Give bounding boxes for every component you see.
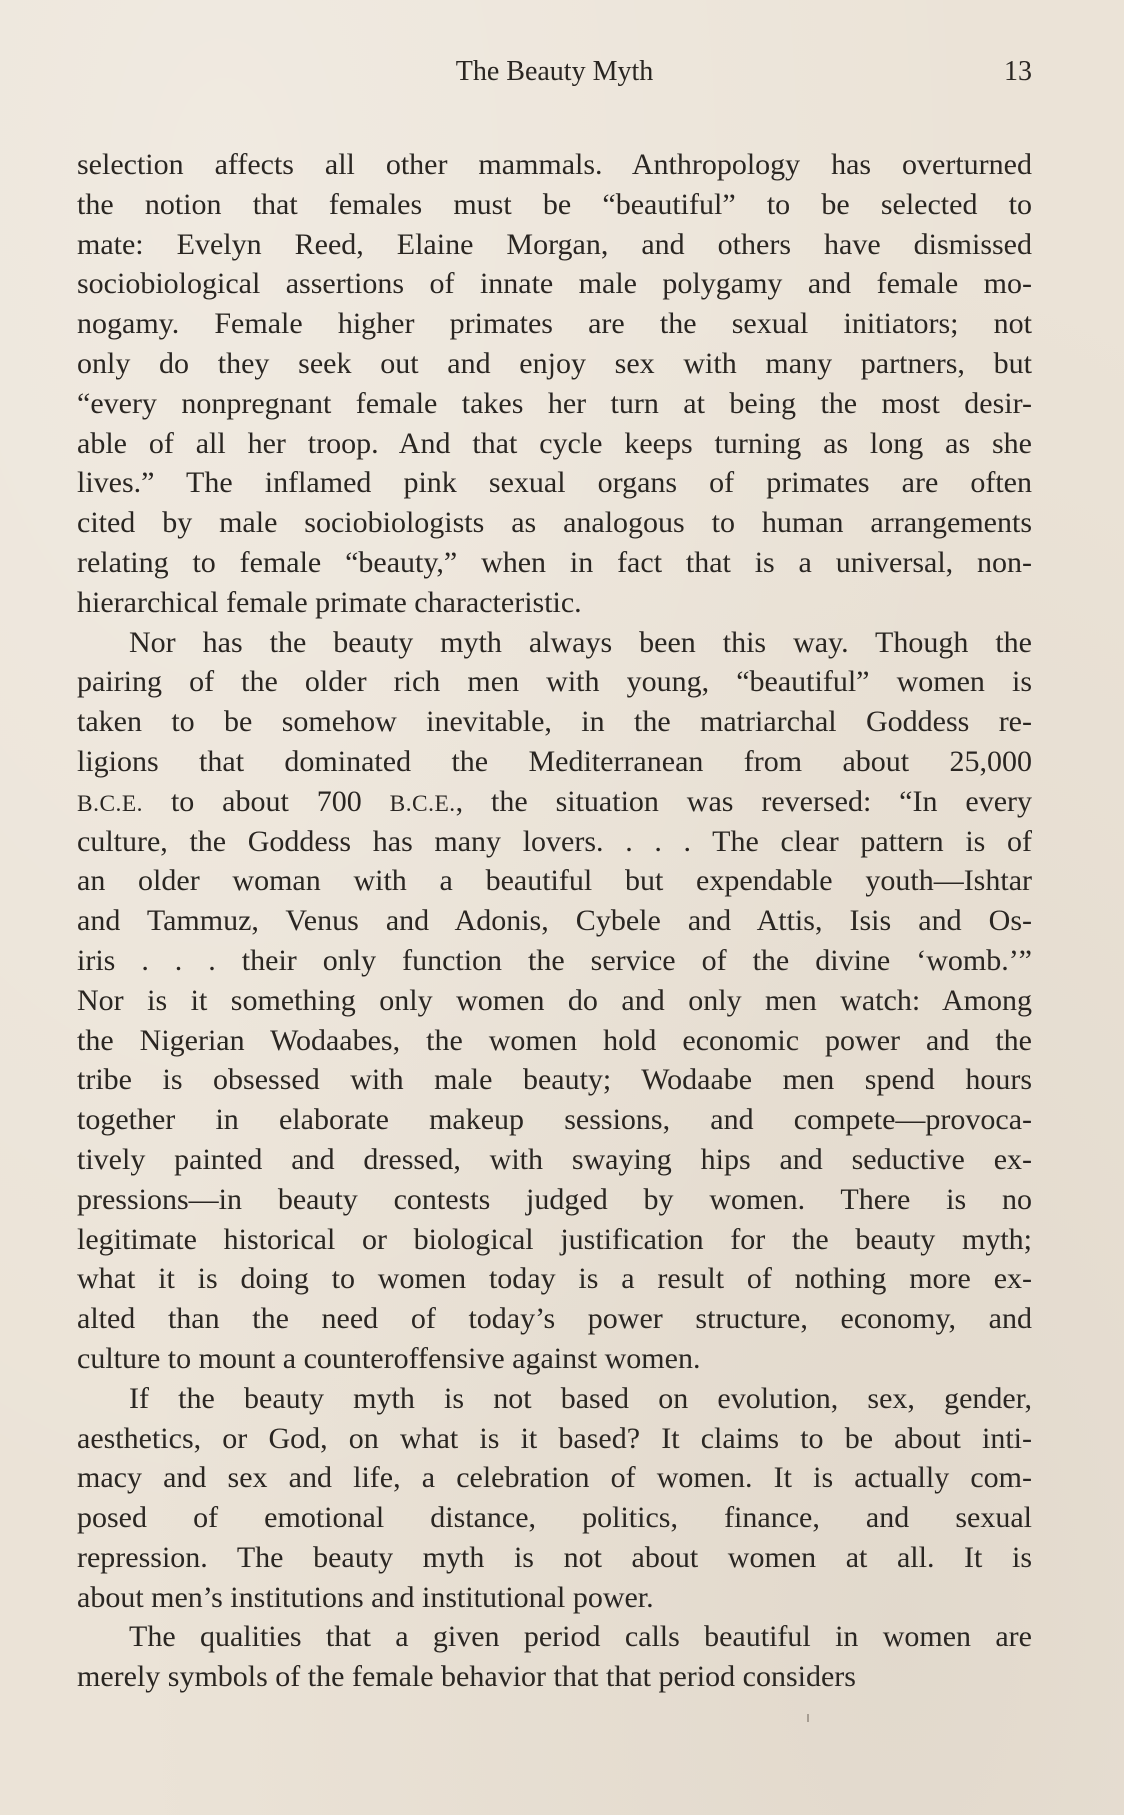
text-line: posed of emotional distance, politics, finance, and sexual xyxy=(77,1501,1032,1535)
text-line: and Tammuz, Venus and Adonis, Cybele and Attis, Isis and Os- xyxy=(77,904,1032,938)
text-line: tively painted and dressed, with swaying hips and seductive ex- xyxy=(77,1142,1032,1176)
text-line: the Nigerian Wodaabes, the women hold economic power and the xyxy=(77,1023,1032,1057)
text-segment: to about 700 xyxy=(143,784,390,818)
text-line: legitimate historical or biological justification for the beauty myth; xyxy=(77,1222,1032,1256)
text-line: alted than the need of today’s power structure, economy, and xyxy=(77,1302,1032,1336)
page-number: 13 xyxy=(1004,56,1032,87)
text-line: able of all her troop. And that cycle keeps turning as long as she xyxy=(77,426,1032,460)
text-segment: , the situation was reversed: “In every xyxy=(455,784,1032,818)
running-head xyxy=(77,52,1032,92)
text-line: mate: Evelyn Reed, Elaine Morgan, and others have dismissed xyxy=(77,227,1032,261)
text-line: only do they seek out and enjoy sex with many partners, but xyxy=(77,346,1032,380)
text-line: pressions—in beauty contests judged by women. There is no xyxy=(77,1182,1032,1216)
text-line: cited by male sociobiologists as analogous to human arrangements xyxy=(77,506,1032,540)
text-line: repression. The beauty myth is not about women at all. It is xyxy=(77,1540,1032,1574)
text-line: an older woman with a beautiful but expendable youth—Ishtar xyxy=(77,864,1032,898)
small-caps-era: B.C.E. xyxy=(389,790,456,817)
text-line: iris . . . their only function the service of the divine ‘womb.’” xyxy=(77,943,1032,977)
paper-speck xyxy=(807,1714,809,1722)
text-line: the notion that females must be “beautiful” to be selected to xyxy=(77,187,1032,221)
text-line: Nor is it something only women do and only men watch: Among xyxy=(77,983,1032,1017)
text-line: about men’s institutions and institutional power. xyxy=(77,1580,654,1614)
text-line: If the beauty myth is not based on evolution, sex, gender, xyxy=(129,1381,1032,1415)
text-line: taken to be somehow inevitable, in the matriarchal Goddess re- xyxy=(77,705,1032,739)
text-line: nogamy. Female higher primates are the sexual initiators; not xyxy=(77,307,1032,341)
text-line: aesthetics, or God, on what is it based? It claims to be about inti- xyxy=(77,1421,1032,1455)
text-line: The qualities that a given period calls beautiful in women are xyxy=(129,1620,1032,1654)
text-line: merely symbols of the female behavior that that period considers xyxy=(77,1660,856,1694)
body-text xyxy=(77,145,1032,1697)
text-line: Nor has the beauty myth always been this way. Though the xyxy=(129,625,1032,659)
text-line: hierarchical female primate characteristic. xyxy=(77,585,582,619)
text-line: tribe is obsessed with male beauty; Wodaabe men spend hours xyxy=(77,1063,1032,1097)
text-line: sociobiological assertions of innate male polygamy and female mo- xyxy=(77,267,1032,301)
text-line: what it is doing to women today is a result of nothing more ex- xyxy=(77,1262,1032,1296)
text-line: together in elaborate makeup sessions, and compete—provoca- xyxy=(77,1103,1032,1137)
text-line: pairing of the older rich men with young, “beautiful” women is xyxy=(77,665,1032,699)
text-line: macy and sex and life, a celebration of women. It is actually com- xyxy=(77,1461,1032,1495)
text-line: culture, the Goddess has many lovers. . . . The clear pattern is of xyxy=(77,824,1032,858)
text-line: ligions that dominated the Mediterranean from about 25,000 xyxy=(77,744,1032,778)
running-title: The Beauty Myth xyxy=(455,56,654,87)
text-line: relating to female “beauty,” when in fact that is a universal, non- xyxy=(77,545,1032,579)
text-line: culture to mount a counteroffensive against women. xyxy=(77,1341,701,1375)
text-line: selection affects all other mammals. Anthropology has overturned xyxy=(77,148,1032,181)
text-line: “every nonpregnant female takes her turn at being the most desir- xyxy=(77,386,1032,420)
text-line xyxy=(77,782,1032,822)
text-line: lives.” The inflamed pink sexual organs of primates are often xyxy=(77,466,1032,500)
small-caps-era: B.C.E. xyxy=(77,790,144,817)
